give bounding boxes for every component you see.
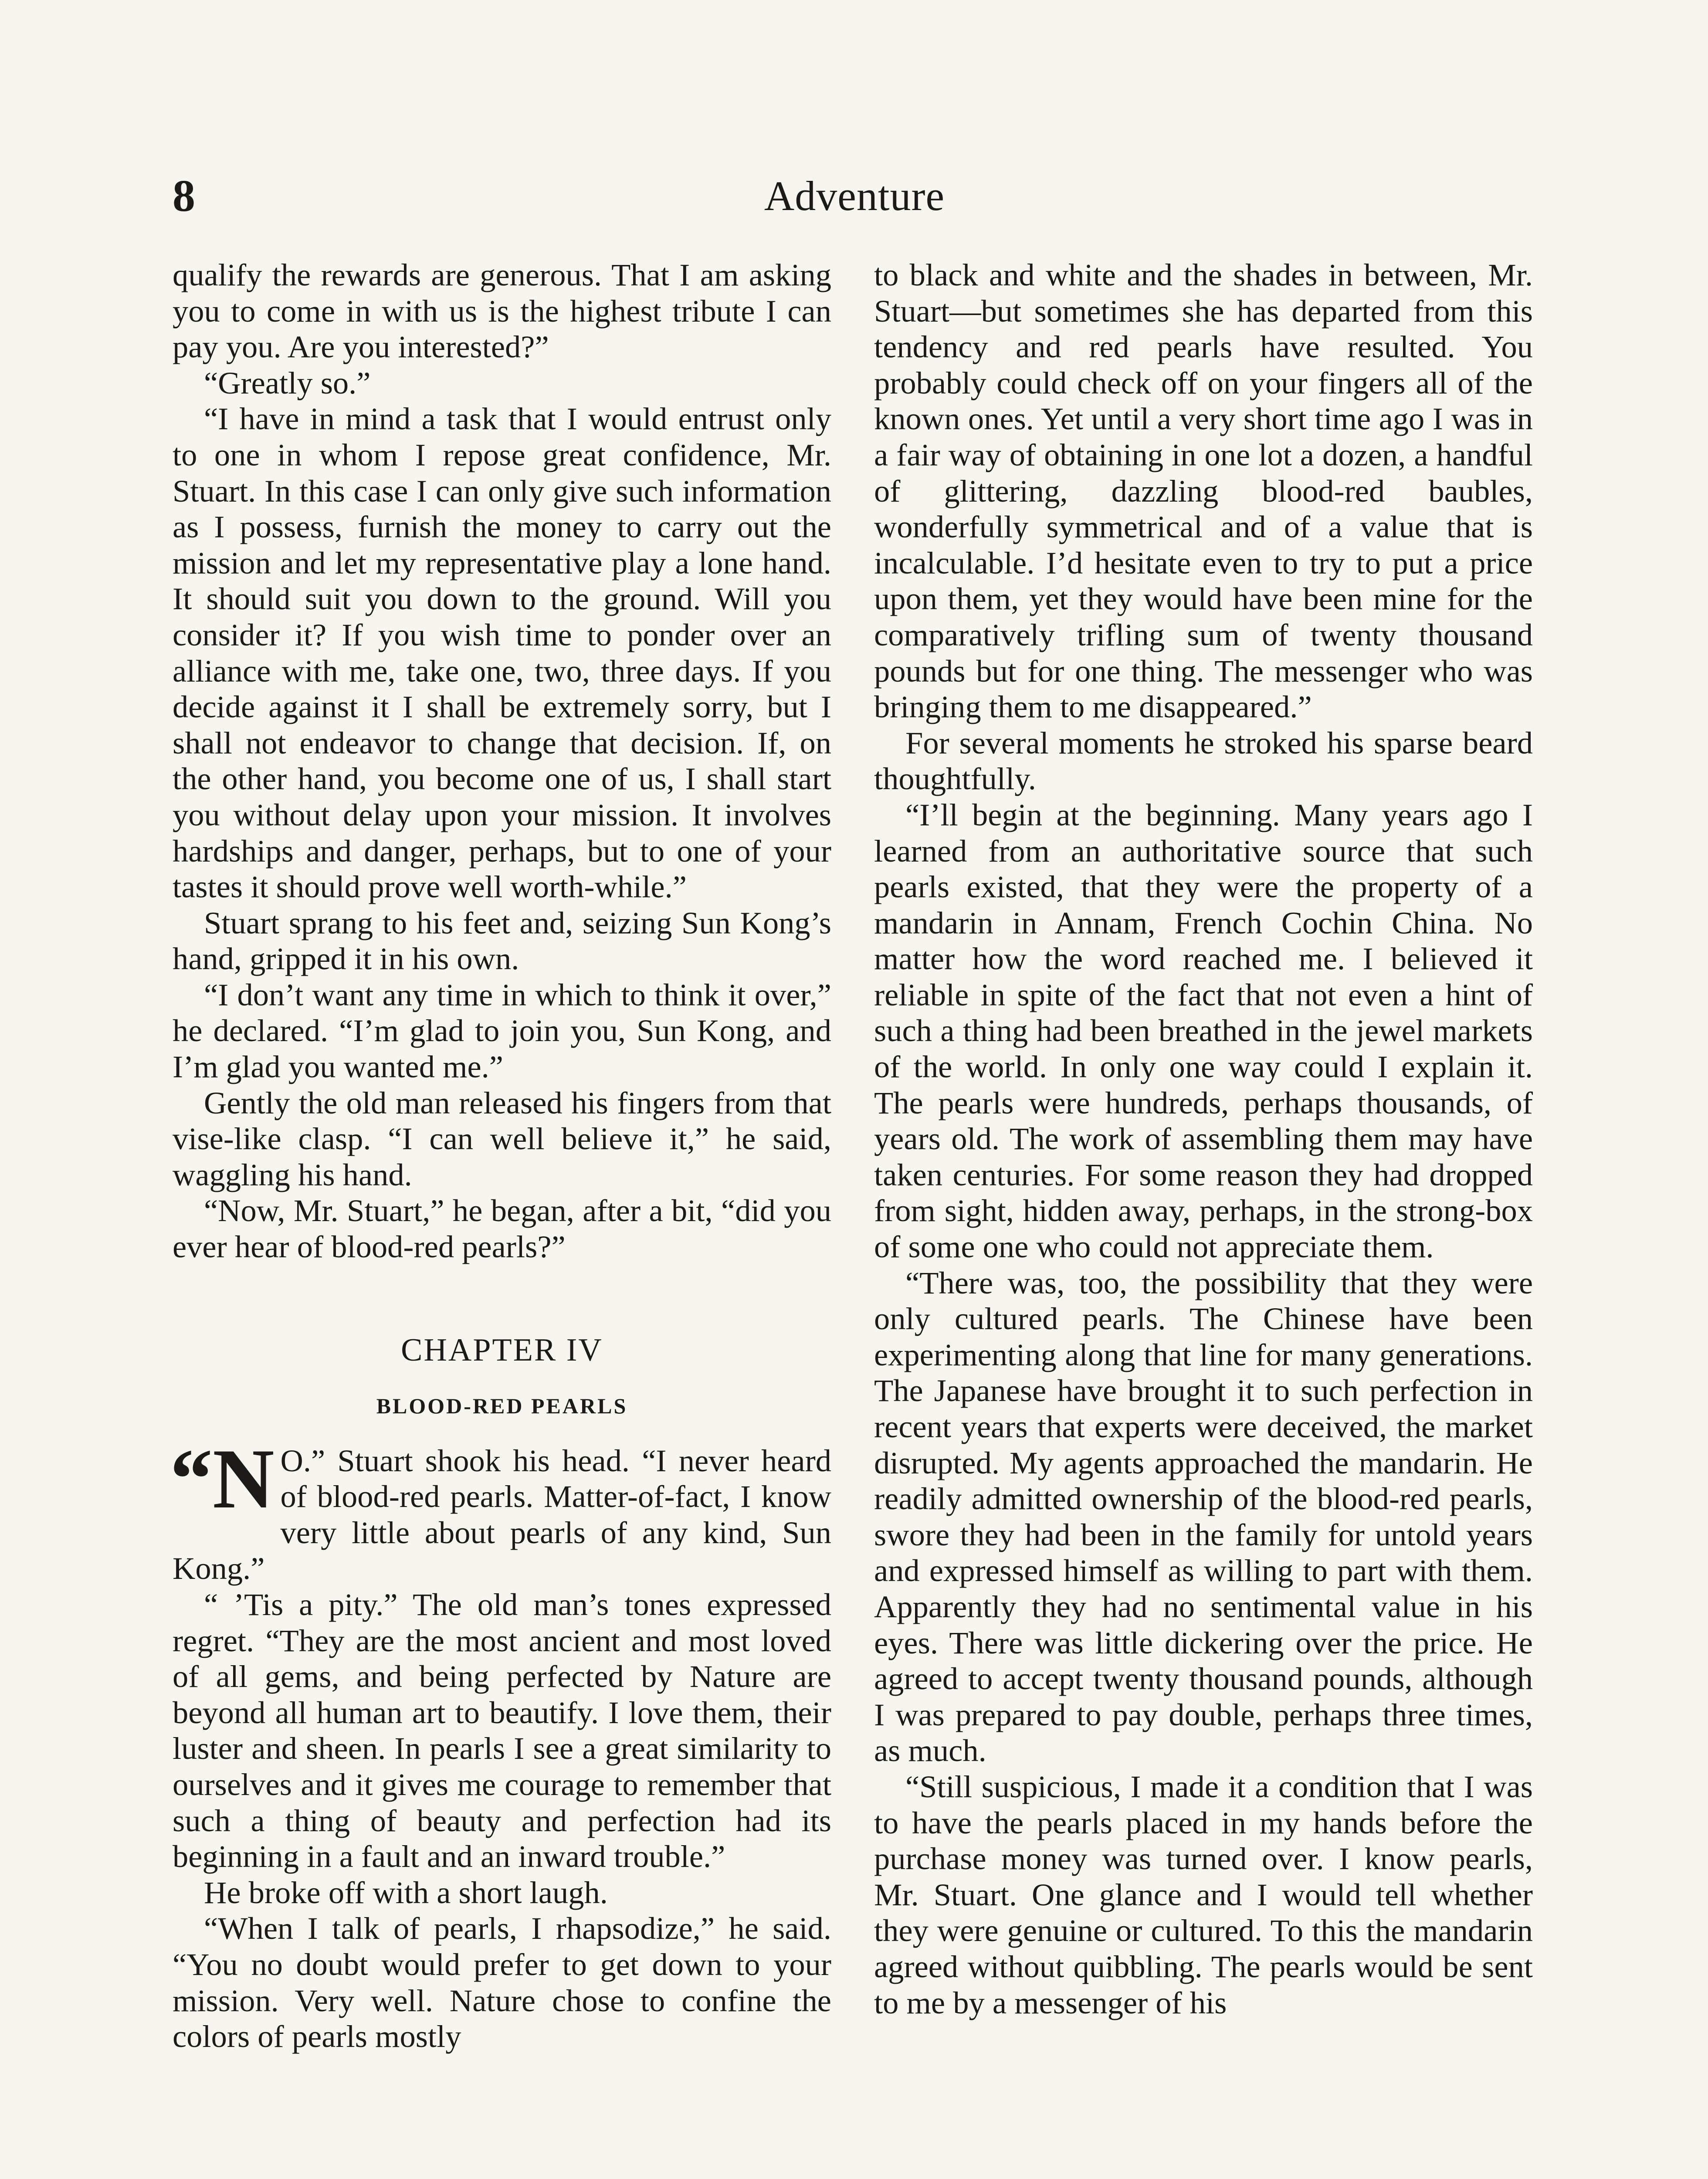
paragraph: “I’ll begin at the beginning. Many years ago I learned from an authoritative source that such pearls existed, that they were the property of a mandarin in Annam, French Cochin China. No matter how the word reached me. I believed it reliable in spite of the fact that not even a hint of such a thing had been breathed in the jewel markets of the world. In only one way could I explain it. The pearls were hundreds, perhaps thousands, of years old. The work of assembling them may have taken centuries. For some reason they had dropped from sight, hidden away, perhaps, in the strong-box of some one who could not appreciate them. bbox=[874, 797, 1533, 1265]
chapter-subtitle: BLOOD-RED PEARLS bbox=[376, 1393, 628, 1418]
paragraph: “I have in mind a task that I would entrust only to one in whom I repose great confidence, Mr. Stuart. In this case I can only give such information as I possess, furnish the money to carry out the mission and let my representative play a lone hand. It should suit you down to the ground. Will you consider it? If you wish time to ponder over an alliance with me, take one, two, three days. If you decide against it I shall be extremely sorry, but I shall not endeavor to change that decision. If, on the other hand, you become one of us, I shall start you without delay upon your mission. It involves hardships and danger, perhaps, but to one of your tastes it should prove well worth-while.” bbox=[173, 401, 831, 905]
left-column bbox=[170, 257, 831, 2055]
paragraph: to black and white and the shades in between, Mr. Stuart—but sometimes she has departed from this tendency and red pearls have resulted. You probably could check off on your fingers all of the known ones. Yet until a very short time ago I was in a fair way of obtaining in one lot a dozen, a handful of glittering, dazzling blood-red baubles, wonderfully symmetrical and of a value that is incalculable. I’d hesitate even to try to put a price upon them, yet they would have been mine for the comparatively trifling sum of twenty thousand pounds but for one thing. The messenger who was bringing them to me disappeared.” bbox=[874, 257, 1533, 725]
right-column bbox=[874, 257, 1533, 2021]
page-number: 8 bbox=[173, 171, 195, 221]
paragraph: Gently the old man released his fingers from that vise-like clasp. “I can well believe it,” he said, waggling his hand. bbox=[173, 1085, 831, 1192]
paragraph: qualify the rewards are generous. That I am asking you to come in with us is the highest tribute I can pay you. Are you interested?” bbox=[173, 257, 831, 365]
paragraph: He broke off with a short laugh. bbox=[204, 1874, 608, 1910]
drop-cap: “N bbox=[170, 1431, 274, 1526]
paragraph: “Now, Mr. Stuart,” he began, after a bit, “did you ever hear of blood-red pearls?” bbox=[173, 1193, 831, 1265]
running-title: Adventure bbox=[764, 173, 945, 219]
paragraph: For several moments he stroked his sparse beard thoughtfully. bbox=[874, 725, 1533, 797]
paragraph: “Still suspicious, I made it a condition that I was to have the pearls placed in my hands before the purchase money was turned over. I know pearls, Mr. Stuart. One glance and I would tell whether they were genuine or cultured. To this the mandarin agreed without quibbling. The pearls would be sent to me by a messenger of his bbox=[874, 1768, 1533, 2020]
paragraph: “I don’t want any time in which to think it over,” he declared. “I’m glad to join you, Sun Kong, and I’m glad you wanted me.” bbox=[173, 977, 831, 1085]
chapter-opening-paragraph bbox=[170, 1431, 831, 1587]
paragraph: “When I talk of pearls, I rhapsodize,” he said. “You no doubt would prefer to get down to your mission. Very well. Nature chose to confine the colors of pearls mostly bbox=[173, 1911, 831, 2054]
paragraph: Stuart sprang to his feet and, seizing Sun Kong’s hand, gripped it in his own. bbox=[173, 905, 831, 977]
paragraph: “ ’Tis a pity.” The old man’s tones expressed regret. “They are the most ancient and most loved of all gems, and being perfected by Nature are beyond all human art to beautify. I love them, their luster and sheen. In pearls I see a great similarity to ourselves and it gives me courage to remember that such a thing of beauty and perfection had its beginning in a fault and an inward trouble.” bbox=[173, 1587, 831, 1874]
paragraph: “There was, too, the possibility that they were only cultured pearls. The Chinese have been experimenting along that line for many generations. The Japanese have brought it to such perfection in recent years that experts were deceived, the market disrupted. My agents approached the mandarin. He readily admitted ownership of the blood-red pearls, swore they had been in the family for untold years and expressed himself as willing to part with them. Apparently they had no sentimental value in his eyes. There was little dickering over the price. He agreed to accept twenty thousand pounds, although I was prepared to pay double, perhaps three times, as much. bbox=[874, 1265, 1533, 1768]
chapter-heading: CHAPTER IV bbox=[401, 1332, 603, 1368]
chapter-opening-text: O.” Stuart shook his head. “I never heard of blood-red pearls. Matter-of-fact, I know very little about pearls of any kind, Sun Kong.” bbox=[173, 1442, 831, 1586]
page-header bbox=[173, 166, 1536, 227]
paragraph: “Greatly so.” bbox=[204, 365, 371, 401]
